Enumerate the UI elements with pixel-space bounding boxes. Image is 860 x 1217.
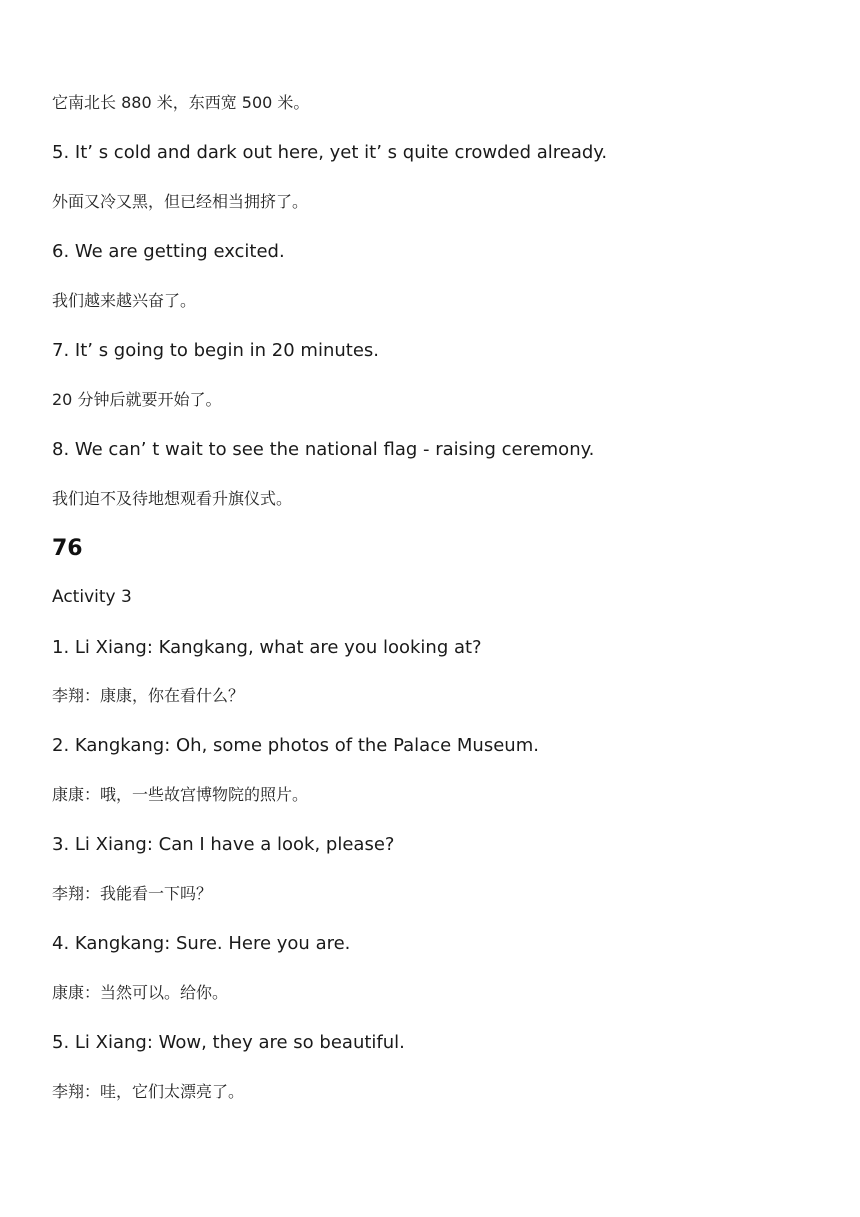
dialogue-line: 4. Kangkang: Sure. Here you are. bbox=[52, 933, 351, 954]
text-line: 它南北长 880 米，东西宽 500 米。 bbox=[52, 93, 310, 112]
text-line: 我们迫不及待地想观看升旗仪式。 bbox=[52, 489, 293, 508]
dialogue-line: 李翔：康康，你在看什么？ bbox=[52, 686, 245, 705]
text-line: 我们越来越兴奋了。 bbox=[52, 291, 197, 310]
dialogue-line: 康康：哦，一些故宫博物院的照片。 bbox=[52, 785, 309, 804]
dialogue-line: 2. Kangkang: Oh, some photos of the Palace Museum. bbox=[52, 735, 539, 756]
text-line: 外面又冷又黑，但已经相当拥挤了。 bbox=[52, 192, 309, 211]
text-line: 6. We are getting excited. bbox=[52, 241, 285, 262]
dialogue-line: 李翔：我能看一下吗？ bbox=[52, 884, 213, 903]
text-line: 5. It’ s cold and dark out here, yet it’ s quite crowded already. bbox=[52, 142, 608, 163]
dialogue-line: 3. Li Xiang: Can I have a look, please? bbox=[52, 834, 395, 855]
dialogue-line: 1. Li Xiang: Kangkang, what are you looking at? bbox=[52, 637, 482, 658]
text-line: 8. We can’ t wait to see the national flag - raising ceremony. bbox=[52, 439, 595, 460]
dialogue-line: 李翔：哇，它们太漂亮了。 bbox=[52, 1082, 245, 1101]
dialogue-line: 康康：当然可以。给你。 bbox=[52, 983, 229, 1002]
text-line: 7. It’ s going to begin in 20 minutes. bbox=[52, 340, 379, 361]
section-heading: 76 bbox=[52, 536, 83, 561]
activity-title: Activity 3 bbox=[52, 587, 132, 607]
dialogue-line: 5. Li Xiang: Wow, they are so beautiful. bbox=[52, 1032, 405, 1053]
text-line: 20 分钟后就要开始了。 bbox=[52, 390, 222, 409]
